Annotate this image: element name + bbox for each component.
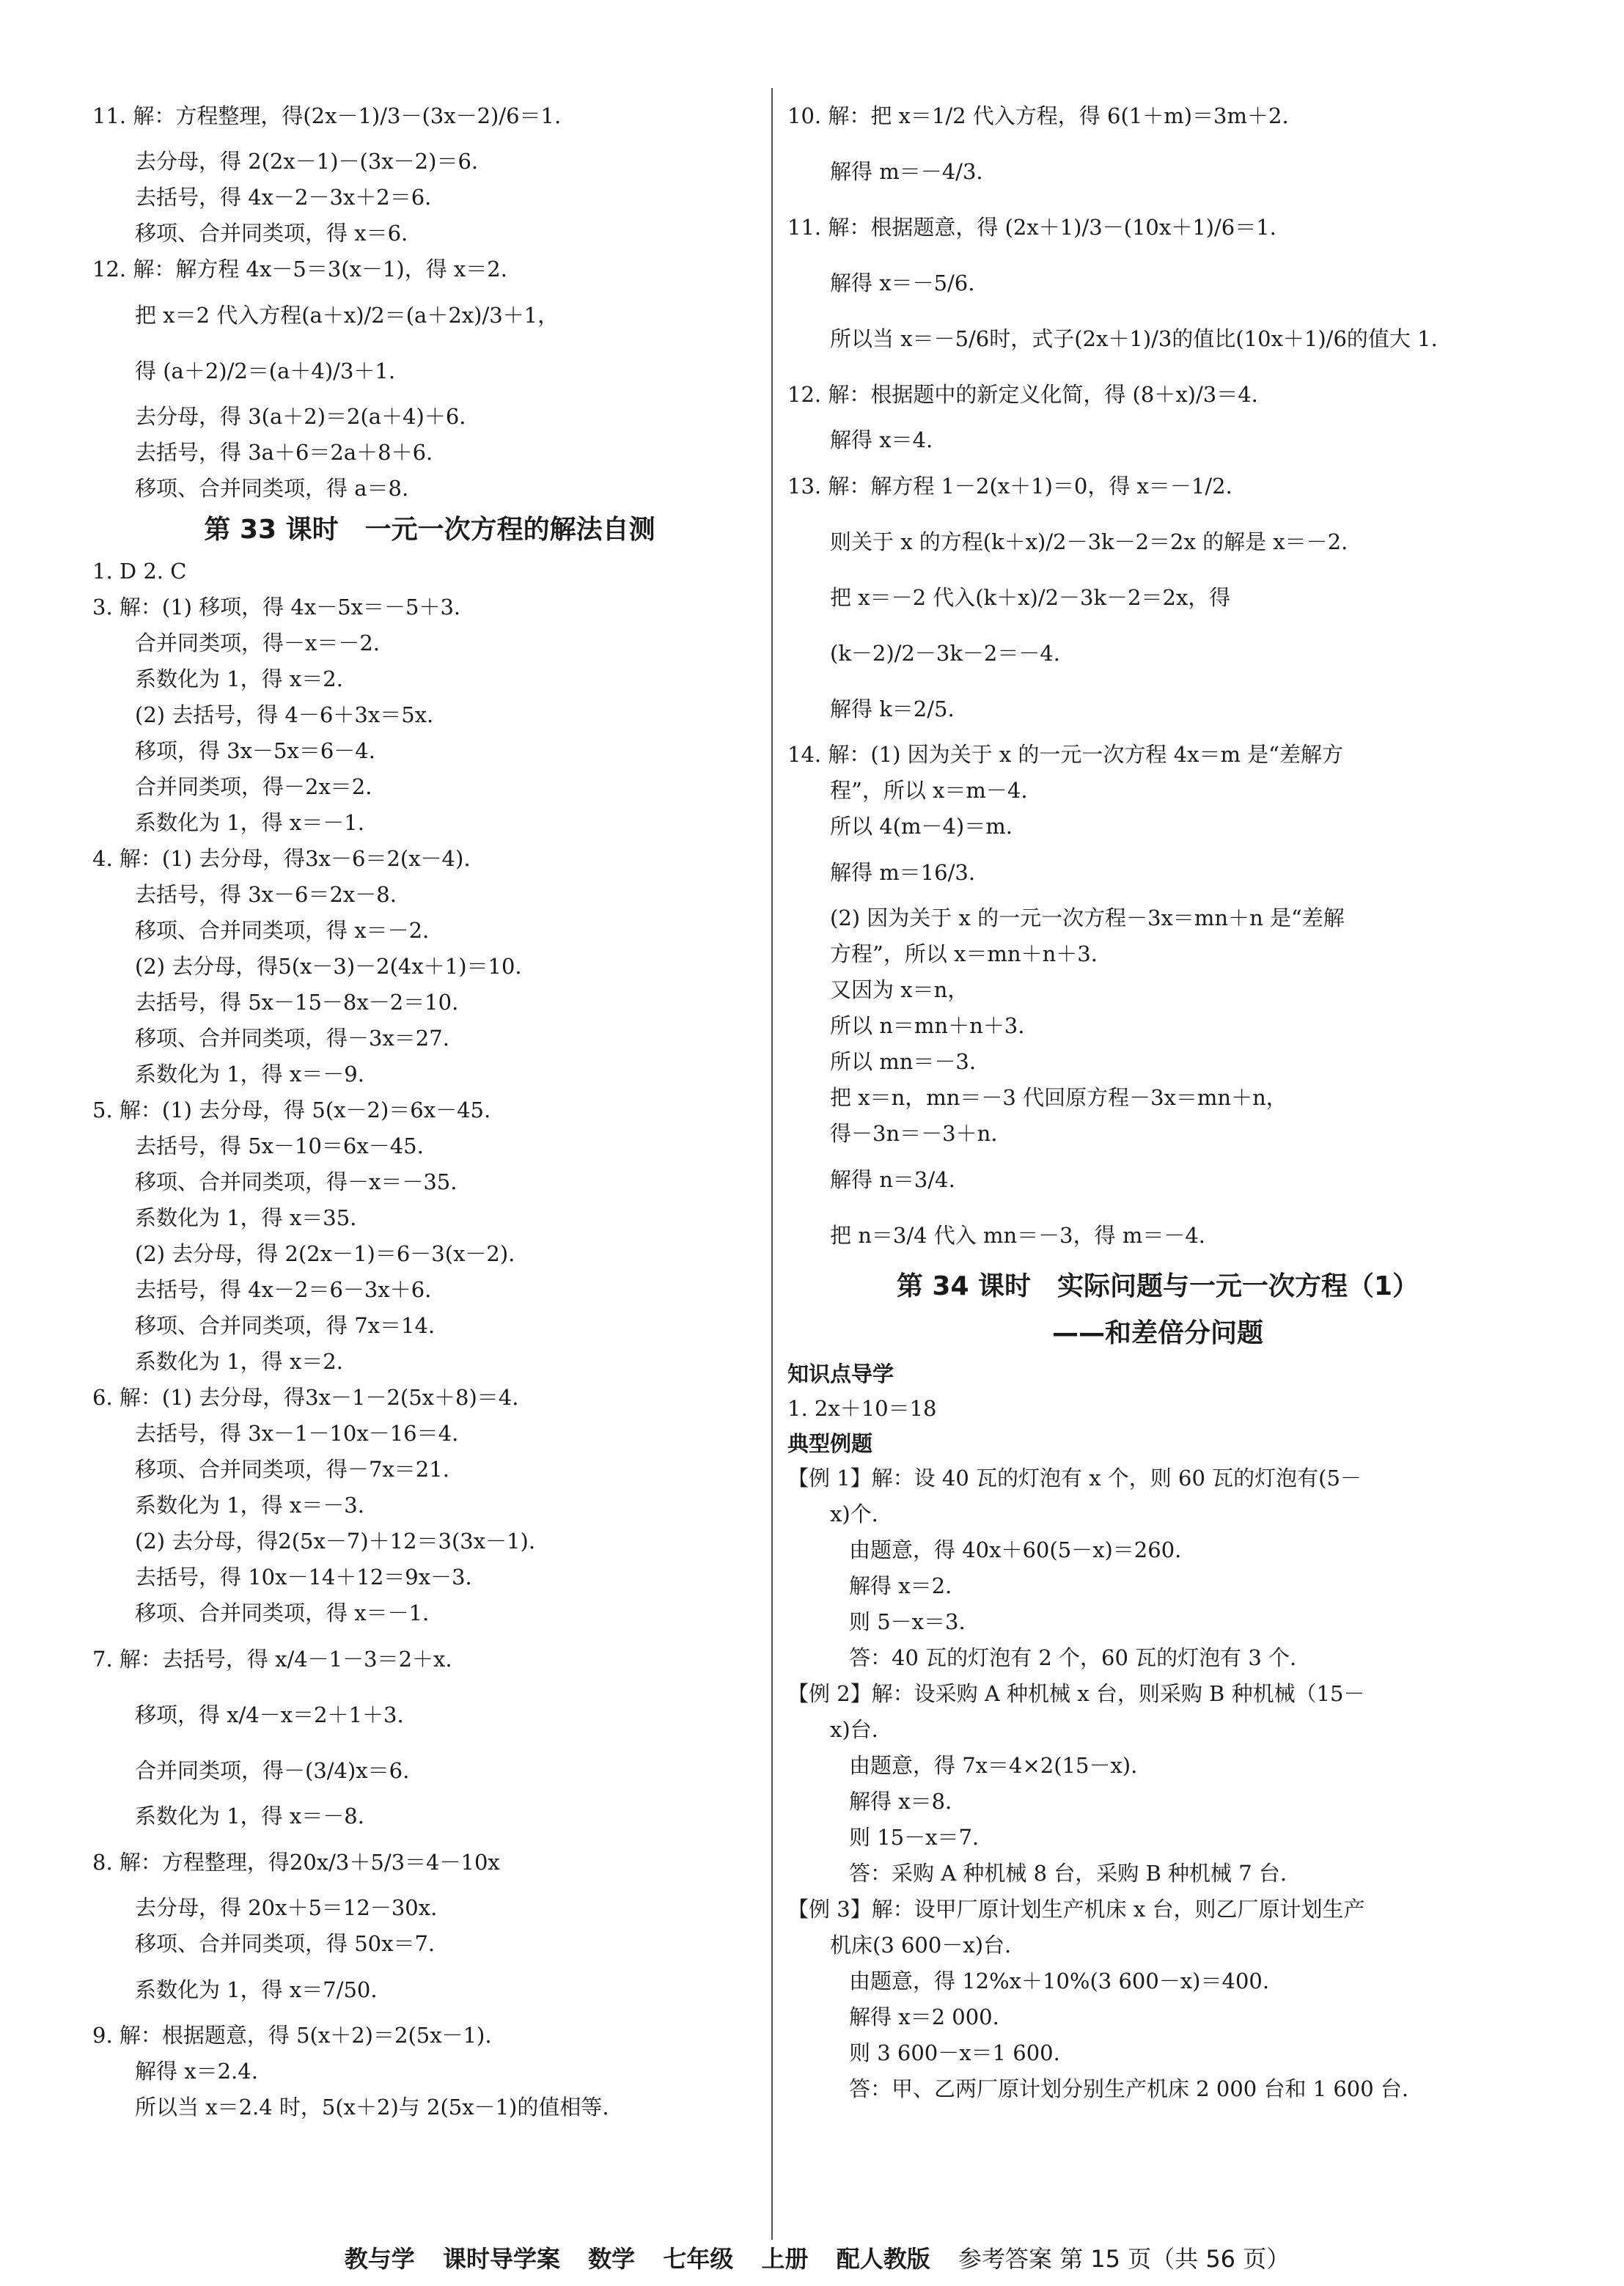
answer-line: 系数化为 1，得 x＝－9.	[135, 1062, 364, 1087]
answer-line: (2) 因为关于 x 的一元一次方程－3x＝mn＋n 是“差解	[830, 905, 1345, 930]
answer-line: x)台.	[830, 1717, 878, 1742]
answer-line: 解得 x＝8.	[849, 1789, 952, 1814]
answer-line: 移项、合并同类项，得 x＝6.	[135, 221, 408, 246]
answer-line: 去括号，得 3x－1－10x－16＝4.	[135, 1421, 459, 1446]
answer-line: 由题意，得 7x＝4×2(15－x).	[849, 1753, 1138, 1778]
answer-line: 答：甲、乙两厂原计划分别生产机床 2 000 台和 1 600 台.	[849, 2076, 1409, 2101]
answer-line: 解得 x＝4.	[830, 427, 933, 452]
answer-line: (2) 去分母，得5(x－3)－2(4x＋1)＝10.	[135, 954, 522, 979]
answer-line: 11. 解：根据题意，得 (2x＋1)/3－(10x＋1)/6＝1.	[787, 215, 1276, 240]
right-column	[787, 88, 1528, 2107]
answer-line: 14. 解：(1) 因为关于 x 的一元一次方程 4x＝m 是“差解方	[787, 742, 1343, 767]
answer-line: 12. 解：根据题中的新定义化简，得 (8＋x)/3＝4.	[787, 382, 1258, 407]
answer-line: 移项、合并同类项，得－x＝－35.	[135, 1169, 458, 1194]
answer-line: 移项、合并同类项，得 a＝8.	[135, 476, 409, 501]
answer-line: 解得 x＝2 000.	[849, 2004, 999, 2029]
answer-line: 【例 3】解：设甲厂原计划生产机床 x 台，则乙厂原计划生产	[787, 1897, 1365, 1922]
answer-line: 得－3n＝－3＋n.	[830, 1121, 998, 1146]
answer-line: 去括号，得 3a＋6＝2a＋8＋6.	[135, 440, 433, 465]
answer-line: 【例 2】解：设采购 A 种机械 x 台，则采购 B 种机械（15－	[787, 1681, 1365, 1706]
answer-line: 4. 解：(1) 去分母，得3x－6＝2(x－4).	[92, 846, 471, 871]
answer-line: (k－2)/2－3k－2＝－4.	[830, 641, 1061, 666]
answer-line: 解得 x＝2.	[849, 1573, 952, 1598]
answer-line: 程”，所以 x＝m－4.	[830, 778, 1028, 803]
subsection-label: 典型例题	[787, 1431, 873, 1456]
answer-line: 解得 x＝－5/6.	[830, 271, 975, 295]
answer-line: 【例 1】解：设 40 瓦的灯泡有 x 个，则 60 瓦的灯泡有(5－	[787, 1466, 1362, 1491]
answer-line: 10. 解：把 x＝1/2 代入方程，得 6(1＋m)＝3m＋2.	[787, 103, 1289, 128]
section-heading: 第 34 课时 实际问题与一元一次方程（1）	[896, 1271, 1419, 1301]
answer-line: 去分母，得 2(2x－1)－(3x－2)＝6.	[135, 149, 479, 174]
answer-line: 则 5－x＝3.	[849, 1609, 966, 1634]
answer-line: 由题意，得 40x＋60(5－x)＝260.	[849, 1537, 1182, 1562]
answer-line: 移项、合并同类项，得 x＝－1.	[135, 1600, 430, 1625]
answer-line: 合并同类项，得－(3/4)x＝6.	[135, 1758, 410, 1783]
answer-line: 移项、合并同类项，得－7x＝21.	[135, 1457, 449, 1482]
footer-volume: 上册	[761, 2245, 809, 2273]
answer-line: 方程”，所以 x＝mn＋n＋3.	[830, 941, 1098, 966]
answer-line: 8. 解：方程整理，得20x/3＋5/3＝4－10x	[92, 1850, 500, 1875]
answer-line: 把 x＝－2 代入(k＋x)/2－3k－2＝2x，得	[830, 585, 1231, 610]
answer-line: 系数化为 1，得 x＝－8.	[135, 1804, 364, 1829]
footer-brand: 教与学	[344, 2245, 415, 2273]
answer-line: 系数化为 1，得 x＝7/50.	[135, 1977, 378, 2002]
footer-page-info: 参考答案 第 15 页（共 56 页）	[958, 2245, 1290, 2273]
answer-line: 移项、合并同类项，得－3x＝27.	[135, 1026, 449, 1051]
answer-line: 11. 解：方程整理，得(2x－1)/3－(3x－2)/6＝1.	[92, 103, 562, 128]
answer-line: 由题意，得 12%x＋10%(3 600－x)＝400.	[849, 1969, 1270, 1993]
answer-line: 机床(3 600－x)台.	[830, 1933, 1012, 1958]
column-divider	[771, 88, 773, 2240]
footer-series: 课时导学案	[442, 2245, 560, 2273]
answer-line: 系数化为 1，得 x＝2.	[135, 1349, 343, 1374]
answer-line: 1. 2x＋10＝18	[787, 1396, 937, 1421]
answer-line: 移项、合并同类项，得 50x＝7.	[135, 1931, 436, 1956]
answer-line: 所以 n＝mn＋n＋3.	[830, 1013, 1025, 1038]
answer-line: (2) 去分母，得2(5x－7)＋12＝3(3x－1).	[135, 1529, 536, 1554]
answer-line: 6. 解：(1) 去分母，得3x－1－2(5x＋8)＝4.	[92, 1385, 519, 1410]
answer-line: 系数化为 1，得 x＝35.	[135, 1205, 357, 1230]
answer-line: 9. 解：根据题意，得 5(x＋2)＝2(5x－1).	[92, 2023, 492, 2048]
answer-line: 去括号，得 4x－2－3x＋2＝6.	[135, 185, 432, 210]
answer-line: 去括号，得 5x－10＝6x－45.	[135, 1133, 424, 1158]
answer-line: 则 3 600－x＝1 600.	[849, 2040, 1060, 2065]
answer-line: 解得 m＝－4/3.	[830, 159, 983, 184]
answer-line: 所以 mn＝－3.	[830, 1049, 977, 1074]
answer-line: 合并同类项，得－x＝－2.	[135, 631, 381, 655]
answer-line: 去分母，得 3(a＋2)＝2(a＋4)＋6.	[135, 404, 466, 429]
answer-line: 移项，得 x/4－x＝2＋1＋3.	[135, 1702, 404, 1727]
answer-line: 得 (a＋2)/2＝(a＋4)/3＋1.	[135, 359, 396, 383]
answer-line: 解得 n＝3/4.	[830, 1167, 955, 1192]
footer-subject: 数学	[588, 2245, 636, 2273]
answer-line: 则 15－x＝7.	[849, 1825, 980, 1850]
answer-line: 所以当 x＝－5/6时，式子(2x＋1)/3的值比(10x＋1)/6的值大 1.	[830, 326, 1438, 351]
answer-line: 系数化为 1，得 x＝－1.	[135, 810, 364, 835]
answer-line: (2) 去分母，得 2(2x－1)＝6－3(x－2).	[135, 1241, 515, 1266]
answer-line: 答：采购 A 种机械 8 台，采购 B 种机械 7 台.	[849, 1861, 1287, 1886]
answer-line: 3. 解：(1) 移项，得 4x－5x＝－5＋3.	[92, 595, 461, 620]
answer-line: 移项、合并同类项，得 x＝－2.	[135, 918, 430, 943]
answer-line: 又因为 x＝n，	[830, 977, 969, 1002]
answer-line: 13. 解：解方程 1－2(x＋1)＝0，得 x＝－1/2.	[787, 474, 1232, 499]
answer-line: 移项、合并同类项，得 7x＝14.	[135, 1313, 436, 1338]
answer-line: 把 x＝n，mn＝－3 代回原方程－3x＝mn＋n，	[830, 1085, 1287, 1110]
answer-line: 合并同类项，得－2x＝2.	[135, 774, 372, 799]
subsection-label: 知识点导学	[787, 1361, 894, 1386]
answer-line: 所以当 x＝2.4 时，5(x＋2)与 2(5x－1)的值相等.	[135, 2095, 609, 2120]
answer-line: 则关于 x 的方程(k＋x)/2－3k－2＝2x 的解是 x＝－2.	[830, 529, 1348, 554]
answer-line: 去括号，得 5x－15－8x－2＝10.	[135, 990, 459, 1015]
answer-line: 解得 k＝2/5.	[830, 697, 955, 721]
answer-line: 移项，得 3x－5x＝6－4.	[135, 738, 375, 763]
answer-line: 解得 m＝16/3.	[830, 860, 976, 885]
answer-line: 去括号，得 4x－2＝6－3x＋6.	[135, 1277, 432, 1302]
answer-line: 7. 解：去括号，得 x/4－1－3＝2＋x.	[92, 1647, 452, 1672]
answer-line: 答：40 瓦的灯泡有 2 个，60 瓦的灯泡有 3 个.	[849, 1645, 1297, 1670]
answer-line: 5. 解：(1) 去分母，得 5(x－2)＝6x－45.	[92, 1098, 491, 1122]
answer-line: x)个.	[830, 1502, 878, 1526]
answer-line: 把 x＝2 代入方程(a＋x)/2＝(a＋2x)/3＋1，	[135, 303, 559, 328]
answer-line: 解得 x＝2.4.	[135, 2059, 258, 2084]
section-heading: 第 33 课时 一元一次方程的解法自测	[204, 515, 655, 545]
answer-line: 去括号，得 10x－14＋12＝9x－3.	[135, 1565, 472, 1589]
answer-line: 12. 解：解方程 4x－5＝3(x－1)，得 x＝2.	[92, 257, 507, 282]
footer-edition: 配人教版	[836, 2245, 930, 2273]
answer-line: 去括号，得 3x－6＝2x－8.	[135, 882, 397, 907]
answer-line: (2) 去括号，得 4－6＋3x＝5x.	[135, 702, 434, 727]
answer-line: 把 n＝3/4 代入 mn＝－3，得 m＝－4.	[830, 1223, 1206, 1248]
page-footer	[0, 2241, 1624, 2274]
answer-line: 1. D 2. C	[92, 559, 187, 584]
answer-line: 去分母，得 20x＋5＝12－30x.	[135, 1895, 438, 1920]
answer-line: 系数化为 1，得 x＝－3.	[135, 1493, 364, 1518]
footer-grade: 七年级	[663, 2245, 734, 2273]
answer-line: 所以 4(m－4)＝m.	[830, 814, 1013, 839]
left-column	[92, 88, 767, 2125]
answer-line: 系数化为 1，得 x＝2.	[135, 666, 343, 691]
section-heading: ——和差倍分问题	[1051, 1318, 1263, 1348]
